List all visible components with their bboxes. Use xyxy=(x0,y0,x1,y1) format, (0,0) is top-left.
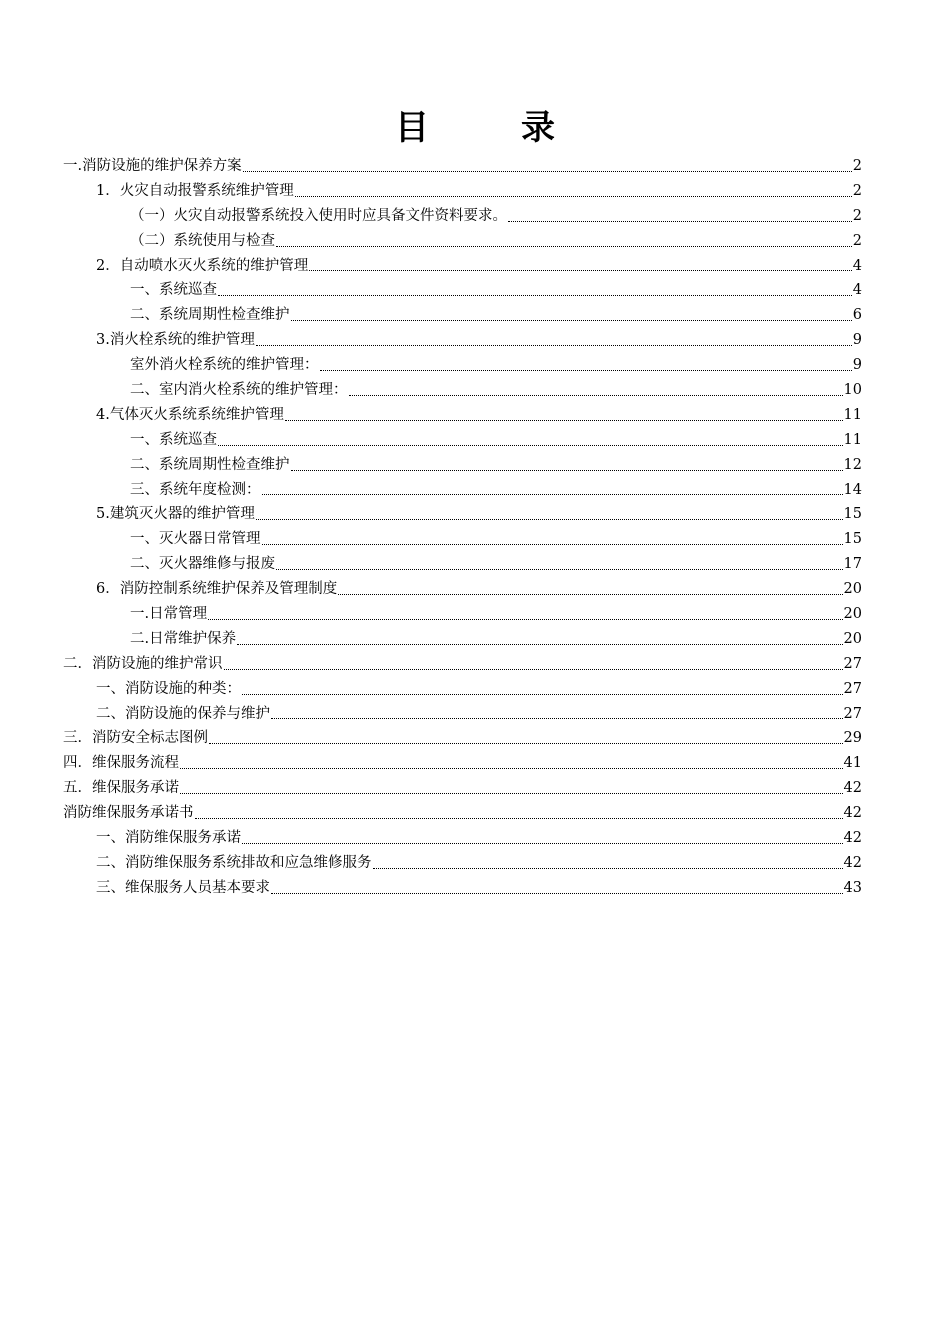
toc-entry-page-number: 14 xyxy=(843,481,862,498)
toc-entry-title: 二、消防维保服务系统排故和应急维修服务 xyxy=(96,854,372,871)
toc-entry[interactable] xyxy=(63,577,862,602)
toc-dot-leader xyxy=(262,544,843,545)
toc-dot-leader xyxy=(291,470,843,471)
toc-entry-page-number: 42 xyxy=(843,854,862,871)
toc-entry[interactable] xyxy=(63,801,862,826)
toc-dot-leader xyxy=(271,718,843,719)
toc-entry[interactable] xyxy=(63,776,862,801)
toc-entry[interactable] xyxy=(63,502,862,527)
toc-entry-title: 3.消火栓系统的维护管理 xyxy=(96,332,255,349)
toc-entry[interactable] xyxy=(63,552,862,577)
toc-entry[interactable] xyxy=(63,527,862,552)
toc-entry-title: 一、灭火器日常管理 xyxy=(130,531,261,548)
toc-entry[interactable] xyxy=(63,378,862,403)
toc-entry-title: 二、消防设施的保养与维护 xyxy=(96,705,270,722)
table-of-contents xyxy=(63,154,862,901)
toc-entry-title: 二、室内消火栓系统的维护管理： xyxy=(130,382,348,399)
toc-entry-title: 二.日常维护保养 xyxy=(130,630,237,647)
toc-dot-leader xyxy=(309,270,852,271)
toc-entry-title: 5.建筑灭火器的维护管理 xyxy=(96,506,255,523)
toc-entry-title: （二）系统使用与检查 xyxy=(130,232,275,249)
toc-entry-title: （一）火灾自动报警系统投入使用时应具备文件资料要求。 xyxy=(130,207,507,224)
toc-entry-page-number: 43 xyxy=(843,879,862,896)
toc-entry-title: 三、系统年度检测： xyxy=(130,481,261,498)
toc-dot-leader xyxy=(373,868,843,869)
toc-entry-title: 2．自动喷水灭火系统的维护管理 xyxy=(96,257,309,274)
toc-entry[interactable] xyxy=(63,726,862,751)
toc-dot-leader xyxy=(218,445,843,446)
toc-dot-leader xyxy=(295,196,852,197)
toc-entry[interactable] xyxy=(63,278,862,303)
toc-entry-title: 一、消防设施的种类： xyxy=(96,680,241,697)
toc-entry-page-number: 2 xyxy=(852,232,862,249)
toc-entry[interactable] xyxy=(63,652,862,677)
toc-entry-title: 二、灭火器维修与报废 xyxy=(130,556,275,573)
toc-entry-page-number: 2 xyxy=(852,182,862,199)
toc-entry-page-number: 9 xyxy=(852,332,862,349)
toc-entry[interactable] xyxy=(63,204,862,229)
toc-entry[interactable] xyxy=(63,751,862,776)
toc-entry-page-number: 4 xyxy=(852,257,862,274)
toc-entry-title: 一.消防设施的维护保养方案 xyxy=(63,158,242,174)
toc-entry-title: 室外消火栓系统的维护管理： xyxy=(130,357,319,374)
toc-entry[interactable] xyxy=(63,627,862,652)
toc-entry-page-number: 15 xyxy=(843,506,862,523)
toc-entry-title: 一.日常管理 xyxy=(130,606,208,623)
toc-dot-leader xyxy=(285,420,843,421)
toc-entry-page-number: 12 xyxy=(843,456,862,473)
toc-dot-leader xyxy=(349,395,843,396)
toc-entry[interactable] xyxy=(63,328,862,353)
toc-dot-leader xyxy=(256,345,852,346)
toc-entry-title: 一、系统巡查 xyxy=(130,282,217,299)
toc-entry-page-number: 6 xyxy=(852,307,862,324)
toc-entry-page-number: 15 xyxy=(843,531,862,548)
toc-entry[interactable] xyxy=(63,478,862,503)
toc-entry[interactable] xyxy=(63,353,862,378)
toc-entry-title: 消防维保服务承诺书 xyxy=(63,805,194,822)
toc-dot-leader xyxy=(224,669,843,670)
toc-entry-page-number: 10 xyxy=(843,382,862,399)
toc-entry-title: 四．维保服务流程 xyxy=(63,755,179,772)
toc-entry[interactable] xyxy=(63,254,862,279)
toc-entry-page-number: 2 xyxy=(852,207,862,224)
toc-dot-leader xyxy=(276,569,843,570)
title-char-1: 目 xyxy=(395,108,429,148)
toc-entry-page-number: 20 xyxy=(843,606,862,623)
toc-dot-leader xyxy=(242,843,843,844)
toc-entry[interactable] xyxy=(63,702,862,727)
toc-entry-title: 4.气体灭火系统系统维护管理 xyxy=(96,406,284,423)
toc-entry-page-number: 20 xyxy=(843,630,862,647)
toc-entry-page-number: 27 xyxy=(843,655,862,672)
toc-entry-page-number: 9 xyxy=(852,357,862,374)
toc-entry[interactable] xyxy=(63,403,862,428)
toc-dot-leader xyxy=(338,594,842,595)
toc-entry[interactable] xyxy=(63,851,862,876)
toc-entry-title: 二．消防设施的维护常识 xyxy=(63,655,223,672)
toc-entry[interactable] xyxy=(63,453,862,478)
toc-entry-page-number: 11 xyxy=(843,406,862,423)
toc-dot-leader xyxy=(291,320,852,321)
toc-entry-title: 三．消防安全标志图例 xyxy=(63,730,208,747)
toc-entry[interactable] xyxy=(63,229,862,254)
toc-entry-page-number: 41 xyxy=(843,755,862,772)
toc-entry[interactable] xyxy=(63,303,862,328)
toc-entry[interactable] xyxy=(63,826,862,851)
toc-dot-leader xyxy=(242,694,843,695)
toc-entry-page-number: 42 xyxy=(843,830,862,847)
toc-entry-page-number: 29 xyxy=(843,730,862,747)
toc-entry-page-number: 11 xyxy=(843,431,862,448)
toc-dot-leader xyxy=(237,644,842,645)
toc-entry[interactable] xyxy=(63,154,862,179)
toc-entry-title: 一、系统巡查 xyxy=(130,431,217,448)
toc-dot-leader xyxy=(180,768,843,769)
toc-entry-title: 三、维保服务人员基本要求 xyxy=(96,879,270,896)
toc-dot-leader xyxy=(180,793,843,794)
toc-entry[interactable] xyxy=(63,428,862,453)
toc-entry-title: 二、系统周期性检查维护 xyxy=(130,307,290,324)
toc-entry-page-number: 42 xyxy=(843,780,862,797)
toc-entry-page-number: 2 xyxy=(852,158,862,174)
toc-entry-title: 五．维保服务承诺 xyxy=(63,780,179,797)
toc-entry-title: 一、消防维保服务承诺 xyxy=(96,830,241,847)
toc-entry-title: 二、系统周期性检查维护 xyxy=(130,456,290,473)
toc-entry[interactable] xyxy=(63,602,862,627)
toc-entry[interactable] xyxy=(63,876,862,901)
toc-entry-title: 1．火灾自动报警系统维护管理 xyxy=(96,182,294,199)
toc-entry-page-number: 17 xyxy=(843,556,862,573)
toc-dot-leader xyxy=(320,370,852,371)
toc-entry-page-number: 27 xyxy=(843,705,862,722)
toc-dot-leader xyxy=(508,221,852,222)
title-char-2: 录 xyxy=(521,108,555,148)
toc-dot-leader xyxy=(256,519,843,520)
toc-entry-page-number: 20 xyxy=(843,581,862,598)
toc-dot-leader xyxy=(276,246,852,247)
toc-dot-leader xyxy=(262,494,843,495)
toc-entry-page-number: 42 xyxy=(843,805,862,822)
toc-dot-leader xyxy=(271,893,843,894)
toc-entry-page-number: 27 xyxy=(843,680,862,697)
toc-entry[interactable] xyxy=(63,179,862,204)
toc-dot-leader xyxy=(243,171,852,172)
toc-dot-leader xyxy=(195,818,843,819)
toc-entry[interactable] xyxy=(63,677,862,702)
toc-dot-leader xyxy=(218,295,852,296)
page-title xyxy=(0,103,950,153)
toc-dot-leader xyxy=(209,743,843,744)
toc-dot-leader xyxy=(208,619,842,620)
toc-entry-page-number: 4 xyxy=(852,282,862,299)
toc-entry-title: 6．消防控制系统维护保养及管理制度 xyxy=(96,581,338,598)
